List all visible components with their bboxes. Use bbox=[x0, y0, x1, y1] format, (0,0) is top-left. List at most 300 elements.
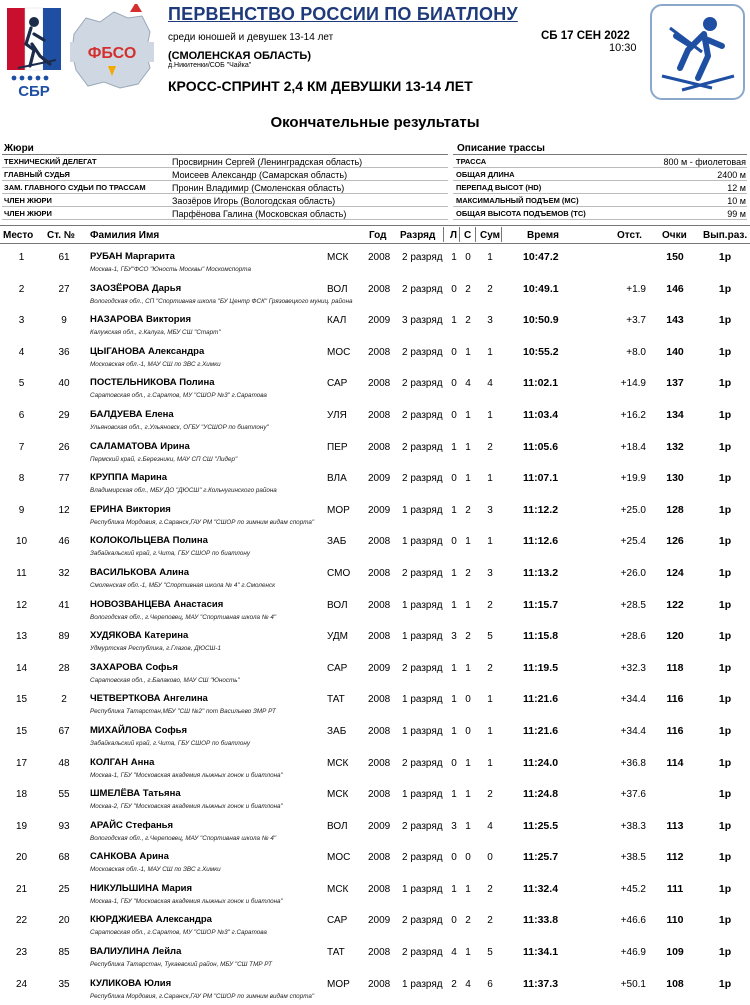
event-time: 10:30 bbox=[609, 42, 637, 54]
points: 118 bbox=[666, 661, 684, 674]
result-time: 11:15.8 bbox=[523, 630, 559, 643]
jury-row bbox=[2, 181, 448, 194]
place: 21 bbox=[15, 883, 28, 895]
result-time: 11:33.8 bbox=[523, 914, 559, 927]
standing-misses: 2 bbox=[465, 567, 471, 579]
total-misses: 1 bbox=[487, 252, 493, 263]
region: МСК bbox=[327, 883, 349, 895]
region: МОС bbox=[327, 852, 351, 864]
prone-misses: 0 bbox=[451, 757, 457, 769]
event-date: СБ 17 СЕН 2022 bbox=[541, 30, 630, 42]
category: 1р bbox=[718, 377, 732, 390]
result-time: 11:37.3 bbox=[523, 977, 559, 990]
birth-year: 2008 bbox=[368, 567, 391, 579]
track-key: ОБЩАЯ ДЛИНА bbox=[456, 170, 515, 179]
time-behind: +25.4 bbox=[620, 536, 646, 548]
place: 3 bbox=[18, 315, 25, 327]
birth-year: 2008 bbox=[368, 757, 391, 769]
birth-year: 2008 bbox=[368, 789, 391, 801]
rank: 1 разряд bbox=[402, 599, 443, 611]
athlete-name: ЗАХАРОВА Софья bbox=[90, 661, 178, 673]
result-time: 11:32.4 bbox=[523, 882, 559, 895]
result-time: 11:12.2 bbox=[523, 503, 559, 516]
athlete-name: ЕРИНА Виктория bbox=[90, 503, 171, 515]
table-row bbox=[0, 624, 750, 656]
athlete-name: ХУДЯКОВА Катерина bbox=[90, 630, 189, 642]
time-behind: +14.9 bbox=[620, 378, 646, 390]
track-row bbox=[453, 168, 747, 181]
jury-table bbox=[2, 154, 448, 220]
athlete-team: Вологодская обл., г.Череповец, МАУ "Спортивная школа № 4" bbox=[90, 613, 277, 621]
birth-year: 2008 bbox=[368, 441, 391, 453]
total-misses: 3 bbox=[487, 315, 493, 327]
rank: 2 разряд bbox=[402, 662, 443, 674]
table-row bbox=[0, 877, 750, 909]
total-misses: 1 bbox=[487, 409, 493, 421]
place: 20 bbox=[15, 852, 28, 864]
athlete-name: НОВОЗВАНЦЕВА Анастасия bbox=[90, 598, 224, 610]
time-behind: +34.4 bbox=[620, 694, 646, 706]
table-row bbox=[0, 403, 750, 435]
athlete-team: Саратовская обл., г.Балаково, МАУ СШ "Юность" bbox=[90, 676, 240, 684]
athlete-team: Республика Мордовия, г.Саранск,ГАУ РМ "СШОР по зимним видам спорта" bbox=[90, 518, 315, 526]
points: 146 bbox=[666, 282, 684, 295]
place: 12 bbox=[15, 599, 28, 611]
bib: 27 bbox=[58, 283, 70, 295]
points: 120 bbox=[666, 630, 684, 643]
athlete-name: ЦЫГАНОВА Александра bbox=[90, 345, 205, 357]
total-misses: 2 bbox=[487, 441, 493, 453]
athlete-team: Вологодская обл., г.Череповец, МАУ "Спортивная школа № 4" bbox=[90, 834, 277, 842]
prone-misses: 1 bbox=[451, 252, 457, 263]
result-time: 11:13.2 bbox=[523, 566, 559, 579]
category: 1р bbox=[718, 693, 732, 706]
points: 137 bbox=[666, 377, 684, 390]
region: ТАТ bbox=[327, 947, 345, 959]
birth-year: 2008 bbox=[368, 947, 391, 959]
standing-misses: 0 bbox=[465, 252, 471, 263]
points: 130 bbox=[666, 472, 684, 485]
category: 1р bbox=[718, 345, 732, 358]
jury-member: Парфёнова Галина (Московская область) bbox=[172, 208, 347, 219]
points: 111 bbox=[666, 882, 684, 895]
total-misses: 0 bbox=[487, 852, 493, 864]
time-behind: +28.5 bbox=[620, 599, 646, 611]
table-row bbox=[0, 498, 750, 530]
total-misses: 3 bbox=[487, 504, 493, 516]
rank: 2 разряд bbox=[402, 378, 443, 390]
standing-misses: 1 bbox=[465, 441, 471, 453]
region: САР bbox=[327, 915, 348, 927]
col-time: Время bbox=[527, 230, 559, 241]
result-time: 11:25.7 bbox=[523, 851, 559, 864]
rank: 1 разряд bbox=[402, 536, 443, 548]
result-time: 10:50.9 bbox=[523, 314, 559, 327]
jury-heading: Жюри bbox=[4, 143, 34, 154]
athlete-team: Москва-1, ГБУ "Московская академия лыжных гонок и биатлона" bbox=[90, 771, 283, 779]
sbr-logo bbox=[4, 4, 68, 100]
place: 6 bbox=[18, 409, 25, 421]
event-region: (СМОЛЕНСКАЯ ОБЛАСТЬ) bbox=[168, 50, 312, 62]
region: КАЛ bbox=[327, 315, 347, 327]
result-time: 11:12.6 bbox=[523, 535, 559, 548]
birth-year: 2009 bbox=[368, 504, 391, 516]
rank: 2 разряд bbox=[402, 283, 443, 295]
time-behind: +3.7 bbox=[626, 315, 646, 327]
time-behind: +8.0 bbox=[626, 346, 646, 358]
rank: 2 разряд bbox=[402, 915, 443, 927]
prone-misses: 1 bbox=[451, 694, 457, 706]
place: 11 bbox=[16, 567, 27, 579]
category: 1р bbox=[718, 598, 732, 611]
standing-misses: 1 bbox=[465, 883, 471, 895]
track-key: ОБЩАЯ ВЫСОТА ПОДЪЕМОВ (TC) bbox=[456, 209, 586, 218]
athlete-name: КУЛИКОВА Юлия bbox=[90, 977, 172, 989]
prone-misses: 1 bbox=[451, 315, 457, 327]
total-misses: 1 bbox=[487, 536, 493, 548]
track-value: 800 м - фиолетовая bbox=[663, 156, 746, 167]
time-behind: +25.0 bbox=[620, 504, 646, 516]
total-misses: 6 bbox=[487, 978, 493, 990]
jury-row bbox=[2, 168, 448, 181]
athlete-team: Ульяновская обл., г.Ульяновск, ОГБУ "УСШОР по биатлону" bbox=[90, 423, 269, 431]
header-divider bbox=[501, 227, 502, 242]
col-name: Фамилия Имя bbox=[90, 230, 160, 241]
category: 1р bbox=[718, 440, 732, 453]
prone-misses: 0 bbox=[451, 473, 457, 485]
athlete-team: Республика Татарстан,МБУ "СШ №2" пот Васильево ЗМР РТ bbox=[90, 708, 276, 716]
race-name: КРОСС-СПРИНТ 2,4 КМ ДЕВУШКИ 13-14 ЛЕТ bbox=[168, 78, 473, 94]
bib: 41 bbox=[58, 599, 70, 611]
place: 2 bbox=[18, 283, 25, 295]
time-behind: +18.4 bbox=[620, 441, 646, 453]
standing-misses: 1 bbox=[465, 662, 471, 674]
athlete-team: Вологодская обл., СП "Спортивная школа "БУ Центр ФСК" Грязовецкого муниц. района bbox=[90, 297, 353, 305]
bib: 85 bbox=[58, 947, 70, 959]
prone-misses: 1 bbox=[451, 789, 457, 801]
rank: 2 разряд bbox=[402, 441, 443, 453]
standing-misses: 1 bbox=[465, 409, 471, 421]
rank: 1 разряд bbox=[402, 978, 443, 990]
points: 132 bbox=[666, 440, 684, 453]
bib: 93 bbox=[58, 820, 70, 832]
rank: 2 разряд bbox=[402, 947, 443, 959]
bib: 28 bbox=[58, 662, 70, 674]
table-row bbox=[0, 908, 750, 940]
athlete-team: Забайкальский край, г.Чита, ГБУ СШОР по биатлону bbox=[90, 739, 250, 747]
place: 9 bbox=[18, 504, 25, 516]
points: 126 bbox=[666, 535, 684, 548]
athlete-team: Москва-2, ГБУ "Московская академия лыжных гонок и биатлона" bbox=[90, 803, 283, 811]
col-year: Год bbox=[369, 230, 387, 241]
region: ВЛА bbox=[327, 473, 347, 485]
region: МОР bbox=[327, 504, 350, 516]
rank: 1 разряд bbox=[402, 789, 443, 801]
time-behind: +38.3 bbox=[620, 820, 646, 832]
table-row bbox=[0, 845, 750, 877]
athlete-name: РУБАН Маргарита bbox=[90, 251, 175, 262]
total-misses: 2 bbox=[487, 915, 493, 927]
athlete-name: САНКОВА Арина bbox=[90, 851, 169, 863]
category: 1р bbox=[718, 408, 732, 421]
category: 1р bbox=[718, 535, 732, 548]
total-misses: 1 bbox=[487, 473, 493, 485]
place: 18 bbox=[15, 789, 28, 801]
region: ТАТ bbox=[327, 694, 345, 706]
rank: 1 разряд bbox=[402, 725, 443, 737]
bib: 36 bbox=[58, 346, 70, 358]
results-table-header bbox=[0, 225, 750, 244]
track-key: МАКСИМАЛЬНЫЙ ПОДЪЕМ (MC) bbox=[456, 196, 579, 205]
col-bib: Ст. № bbox=[47, 230, 75, 241]
region: ВОЛ bbox=[327, 283, 348, 295]
bib: 55 bbox=[58, 789, 70, 801]
event-venue: д.Никитенки/СОБ "Чайка" bbox=[168, 62, 252, 69]
table-row bbox=[0, 687, 750, 719]
standing-misses: 2 bbox=[465, 631, 471, 643]
rank: 1 разряд bbox=[402, 504, 443, 516]
region: УЛЯ bbox=[327, 409, 347, 421]
total-misses: 3 bbox=[487, 567, 493, 579]
prone-misses: 4 bbox=[451, 947, 457, 959]
category: 1р bbox=[718, 282, 732, 295]
birth-year: 2008 bbox=[368, 252, 391, 263]
prone-misses: 1 bbox=[451, 599, 457, 611]
table-row bbox=[0, 561, 750, 593]
col-standing: С bbox=[464, 230, 472, 241]
result-time: 10:55.2 bbox=[523, 345, 559, 358]
athlete-team: Московская обл.-1, МАУ СШ по ЗВС г.Химки bbox=[90, 866, 221, 874]
table-row bbox=[0, 245, 750, 277]
total-misses: 1 bbox=[487, 694, 493, 706]
athlete-team: Республика Мордовия, г.Саранск,ГАУ РМ "СШОР по зимним видам спорта" bbox=[90, 992, 315, 1000]
place: 5 bbox=[18, 378, 25, 390]
result-time: 11:19.5 bbox=[523, 661, 559, 674]
table-row bbox=[0, 814, 750, 846]
athlete-name: ВАЛИУЛИНА Лейла bbox=[90, 946, 182, 958]
place: 22 bbox=[15, 915, 28, 927]
total-misses: 2 bbox=[487, 883, 493, 895]
rank: 2 разряд bbox=[402, 252, 443, 263]
birth-year: 2008 bbox=[368, 852, 391, 864]
rank: 1 разряд bbox=[402, 631, 443, 643]
time-behind: +26.0 bbox=[620, 567, 646, 579]
prone-misses: 0 bbox=[451, 283, 457, 295]
athlete-name: НАЗАРОВА Виктория bbox=[90, 314, 191, 326]
standing-misses: 1 bbox=[465, 599, 471, 611]
category: 1р bbox=[718, 724, 732, 737]
standing-misses: 0 bbox=[465, 725, 471, 737]
table-row bbox=[0, 719, 750, 751]
athlete-name: КРУППА Марина bbox=[90, 472, 168, 484]
bib: 40 bbox=[58, 378, 70, 390]
jury-role: ГЛАВНЫЙ СУДЬЯ bbox=[4, 170, 70, 179]
result-time: 11:24.8 bbox=[523, 788, 559, 801]
bib: 77 bbox=[58, 473, 70, 485]
region: МОС bbox=[327, 346, 351, 358]
time-behind: +46.6 bbox=[620, 915, 646, 927]
athlete-team: Москва-1, ГБУ "Московская академия лыжных гонок и биатлона" bbox=[90, 897, 283, 905]
region: ЗАБ bbox=[327, 536, 347, 548]
track-value: 10 м bbox=[727, 195, 746, 206]
result-time: 11:34.1 bbox=[523, 946, 559, 959]
category: 1р bbox=[718, 756, 732, 769]
athlete-name: САЛАМАТОВА Ирина bbox=[90, 440, 190, 452]
jury-row bbox=[2, 155, 448, 168]
category: 1р bbox=[718, 251, 732, 263]
region: СМО bbox=[327, 567, 351, 579]
category: 1р bbox=[718, 788, 732, 801]
jury-member: Моисеев Александр (Самарская область) bbox=[172, 169, 348, 180]
time-behind: +16.2 bbox=[620, 409, 646, 421]
place: 4 bbox=[18, 346, 25, 358]
birth-year: 2008 bbox=[368, 378, 391, 390]
athlete-team: Пермский край, г.Березники, МАУ СП СШ "Лидер" bbox=[90, 455, 238, 463]
event-title: ПЕРВЕНСТВО РОССИИ ПО БИАТЛОНУ bbox=[168, 4, 518, 24]
place: 10 bbox=[15, 536, 28, 548]
track-key: ТРАССА bbox=[456, 157, 487, 166]
rank: 2 разряд bbox=[402, 473, 443, 485]
region: ЗАБ bbox=[327, 725, 347, 737]
athlete-team: Саратовская обл., г.Саратов, МУ "СШОР №3" г.Саратова bbox=[90, 392, 267, 400]
track-key: ПЕРЕПАД ВЫСОТ (HD) bbox=[456, 183, 542, 192]
jury-row bbox=[2, 194, 448, 207]
prone-misses: 0 bbox=[451, 536, 457, 548]
place: 19 bbox=[15, 820, 28, 832]
jury-member: Просвирнин Сергей (Ленинградская область) bbox=[172, 156, 363, 167]
bib: 26 bbox=[58, 441, 70, 453]
place: 15 bbox=[15, 694, 28, 706]
birth-year: 2008 bbox=[368, 725, 391, 737]
standing-misses: 1 bbox=[465, 473, 471, 485]
time-behind: +36.8 bbox=[620, 757, 646, 769]
result-time: 11:03.4 bbox=[523, 408, 559, 421]
place: 24 bbox=[15, 978, 28, 990]
place: 13 bbox=[15, 631, 28, 643]
fbso-logo bbox=[64, 4, 160, 94]
athlete-name: ШМЕЛЁВА Татьяна bbox=[90, 788, 181, 800]
col-place: Место bbox=[3, 230, 34, 241]
athlete-name: ВАСИЛЬКОВА Алина bbox=[90, 566, 190, 578]
standing-misses: 1 bbox=[465, 820, 471, 832]
athlete-team: Калужская обл., г.Калуга, МБУ СШ "Старт" bbox=[90, 329, 221, 337]
jury-member: Заозёров Игорь (Вологодская область) bbox=[172, 195, 336, 206]
event-subtitle: среди юношей и девушек 13-14 лет bbox=[168, 32, 334, 43]
prone-misses: 1 bbox=[451, 567, 457, 579]
prone-misses: 1 bbox=[451, 883, 457, 895]
athlete-team: Удмуртская Республика, г.Глазов, ДЮСШ-1 bbox=[90, 645, 221, 653]
athlete-team: Забайкальский край, г.Чита, ГБУ СШОР по биатлону bbox=[90, 550, 250, 558]
result-time: 11:02.1 bbox=[523, 377, 559, 390]
region: МСК bbox=[327, 252, 349, 263]
standing-misses: 4 bbox=[465, 978, 471, 990]
rank: 2 разряд bbox=[402, 852, 443, 864]
total-misses: 4 bbox=[487, 820, 493, 832]
athlete-name: КЮРДЖИЕВА Александра bbox=[90, 914, 212, 926]
category: 1р bbox=[718, 851, 732, 864]
place: 14 bbox=[15, 662, 28, 674]
table-row bbox=[0, 277, 750, 309]
standing-misses: 1 bbox=[465, 757, 471, 769]
region: МСК bbox=[327, 757, 349, 769]
athlete-team: Владимирская обл., МБУ ДО "ДЮСШ" г.Кольчугинского района bbox=[90, 487, 277, 495]
athlete-team: Смоленская обл.-1, МБУ "Спортивная школа № 4" г.Смоленск bbox=[90, 581, 276, 589]
time-behind: +38.5 bbox=[620, 852, 646, 864]
category: 1р bbox=[718, 472, 732, 485]
col-prone: Л bbox=[450, 230, 458, 241]
category: 1р bbox=[718, 914, 732, 927]
result-time: 11:05.6 bbox=[523, 440, 559, 453]
result-time: 10:47.2 bbox=[523, 251, 559, 263]
points: 124 bbox=[666, 566, 684, 579]
category: 1р bbox=[718, 566, 732, 579]
region: МСК bbox=[327, 789, 349, 801]
category: 1р bbox=[718, 819, 732, 832]
category: 1р bbox=[718, 503, 732, 516]
table-row bbox=[0, 340, 750, 372]
prone-misses: 0 bbox=[451, 915, 457, 927]
track-row bbox=[453, 207, 747, 220]
table-row bbox=[0, 466, 750, 498]
total-misses: 2 bbox=[487, 789, 493, 801]
athlete-name: НИКУЛЬШИНА Мария bbox=[90, 882, 192, 894]
region: МОР bbox=[327, 978, 350, 990]
points: 113 bbox=[666, 819, 684, 832]
athlete-name: ЧЕТВЕРТКОВА Ангелина bbox=[90, 693, 208, 705]
total-misses: 2 bbox=[487, 283, 493, 295]
result-time: 11:25.5 bbox=[523, 819, 559, 832]
biathlon-pictogram bbox=[650, 4, 745, 100]
header-divider bbox=[475, 227, 476, 242]
time-behind: +1.9 bbox=[626, 283, 646, 295]
bib: 48 bbox=[58, 757, 70, 769]
athlete-team: Республика Татарстан, Тукаевский район, МБУ "СШ ТМР РТ bbox=[90, 961, 272, 969]
points: 114 bbox=[666, 756, 684, 769]
table-row bbox=[0, 656, 750, 688]
jury-role: ТЕХНИЧЕСКИЙ ДЕЛЕГАТ bbox=[4, 157, 97, 166]
total-misses: 1 bbox=[487, 346, 493, 358]
athlete-name: АРАЙС Стефанья bbox=[90, 819, 174, 831]
category: 1р bbox=[718, 882, 732, 895]
bib: 67 bbox=[58, 725, 70, 737]
birth-year: 2008 bbox=[368, 978, 391, 990]
track-row bbox=[453, 155, 747, 168]
time-behind: +50.1 bbox=[620, 978, 646, 990]
region: САР bbox=[327, 378, 348, 390]
category: 1р bbox=[718, 630, 732, 643]
points: 108 bbox=[666, 977, 684, 990]
rank: 2 разряд bbox=[402, 567, 443, 579]
jury-row bbox=[2, 207, 448, 220]
birth-year: 2008 bbox=[368, 694, 391, 706]
bib: 12 bbox=[58, 504, 70, 516]
track-value: 99 м bbox=[727, 208, 746, 219]
birth-year: 2008 bbox=[368, 283, 391, 295]
bib: 89 bbox=[58, 631, 70, 643]
table-row bbox=[0, 972, 750, 1004]
region: ВОЛ bbox=[327, 599, 348, 611]
table-row bbox=[0, 435, 750, 467]
standing-misses: 1 bbox=[465, 346, 471, 358]
table-row bbox=[0, 308, 750, 340]
result-time: 11:21.6 bbox=[523, 724, 559, 737]
standing-misses: 4 bbox=[465, 378, 471, 390]
time-behind: +46.9 bbox=[620, 947, 646, 959]
athlete-team: Московская обл.-1, МАУ СШ по ЗВС г.Химки bbox=[90, 360, 221, 368]
rank: 3 разряд bbox=[402, 315, 443, 327]
track-value: 12 м bbox=[727, 182, 746, 193]
bib: 32 bbox=[58, 567, 70, 579]
